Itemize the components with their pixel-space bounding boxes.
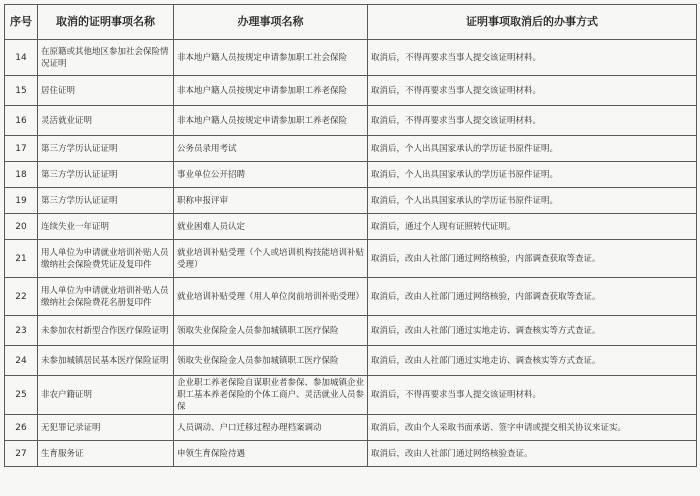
table-row [5,136,697,162]
table-row [5,76,697,106]
matter-name: 职称申报评审 [174,188,368,214]
header-certificate-name: 取消的证明事项名称 [38,5,174,40]
handling-method: 取消后，改由人社部门通过网络核验查证。 [368,441,697,467]
matter-name: 人员调动、户口迁移过程办理档案调动 [174,415,368,441]
header-number: 序号 [5,5,38,40]
handling-method: 取消后，不得再要求当事人提交该证明材料。 [368,376,697,415]
handling-method: 取消后，个人出具国家承认的学历证书原件证明。 [368,188,697,214]
certificate-name: 第三方学历认证证明 [38,162,174,188]
handling-method: 取消后，改由个人采取书面承诺、签字申请或提交相关协议来证实。 [368,415,697,441]
table-body [5,40,697,467]
handling-method: 取消后，改由人社部门通过实地走访、调查核实等方式查证。 [368,316,697,346]
certificate-name: 连续失业一年证明 [38,214,174,240]
row-number: 22 [5,278,38,316]
certificate-name: 灵活就业证明 [38,106,174,136]
handling-method: 取消后，个人出具国家承认的学历证书原件证明。 [368,162,697,188]
matter-name: 就业培训补贴受理（个人或培训机构技能培训补贴受理） [174,240,368,278]
table-row [5,376,697,415]
handling-method: 取消后，不得再要求当事人提交该证明材料。 [368,76,697,106]
matter-name: 非本地户籍人员按规定申请参加职工社会保险 [174,40,368,76]
certificate-name: 居住证明 [38,76,174,106]
matter-name: 就业困难人员认定 [174,214,368,240]
row-number: 21 [5,240,38,278]
row-number: 26 [5,415,38,441]
table-row [5,346,697,376]
certificate-cancellation-table [4,4,697,467]
row-number: 18 [5,162,38,188]
handling-method: 取消后，通过个人现有证照转代证明。 [368,214,697,240]
table-row [5,316,697,346]
row-number: 15 [5,76,38,106]
row-number: 14 [5,40,38,76]
handling-method: 取消后，不得再要求当事人提交该证明材料。 [368,40,697,76]
table-row [5,240,697,278]
certificate-name: 第三方学历认证证明 [38,136,174,162]
certificate-name: 未参加城镇居民基本医疗保险证明 [38,346,174,376]
header-handling-method: 证明事项取消后的办事方式 [368,5,697,40]
certificate-name: 用人单位为申请就业培训补贴人员缴纳社会保险费花名册复印件 [38,278,174,316]
matter-name: 申领生育保险待遇 [174,441,368,467]
row-number: 23 [5,316,38,346]
matter-name: 领取失业保险金人员参加城镇职工医疗保险 [174,346,368,376]
handling-method: 取消后，改由人社部门通过网络核验，内部调查获取等查证。 [368,240,697,278]
matter-name: 领取失业保险金人员参加城镇职工医疗保险 [174,316,368,346]
matter-name: 非本地户籍人员按规定申请参加职工养老保险 [174,106,368,136]
row-number: 19 [5,188,38,214]
handling-method: 取消后，个人出具国家承认的学历证书原件证明。 [368,136,697,162]
matter-name: 事业单位公开招聘 [174,162,368,188]
certificate-name: 无犯罪记录证明 [38,415,174,441]
table-row [5,214,697,240]
handling-method: 取消后，改由人社部门通过实地走访、调查核实等方式查证。 [368,346,697,376]
matter-name: 非本地户籍人员按规定申请参加职工养老保险 [174,76,368,106]
certificate-name: 在原籍或其他地区参加社会保险情况证明 [38,40,174,76]
row-number: 24 [5,346,38,376]
table-row [5,40,697,76]
row-number: 17 [5,136,38,162]
table-row [5,278,697,316]
certificate-name: 第三方学历认证证明 [38,188,174,214]
matter-name: 公务员录用考试 [174,136,368,162]
table-row [5,188,697,214]
matter-name: 就业培训补贴受理（用人单位岗前培训补贴受理） [174,278,368,316]
table-row [5,106,697,136]
certificate-name: 非农户籍证明 [38,376,174,415]
certificate-name: 未参加农村新型合作医疗保险证明 [38,316,174,346]
handling-method: 取消后，不得再要求当事人提交该证明材料。 [368,106,697,136]
table-row [5,162,697,188]
matter-name: 企业职工养老保险自谋职业者参保、参加城镇企业职工基本养老保险的个体工商户、灵活就业人员参保 [174,376,368,415]
row-number: 16 [5,106,38,136]
row-number: 27 [5,441,38,467]
handling-method: 取消后，改由人社部门通过网络核验，内部调查获取等查证。 [368,278,697,316]
header-matter-name: 办理事项名称 [174,5,368,40]
table-header-row [5,5,697,40]
certificate-name: 用人单位为申请就业培训补贴人员缴纳社会保险费凭证及复印件 [38,240,174,278]
table-row [5,441,697,467]
row-number: 25 [5,376,38,415]
row-number: 20 [5,214,38,240]
table-row [5,415,697,441]
certificate-name: 生育服务证 [38,441,174,467]
